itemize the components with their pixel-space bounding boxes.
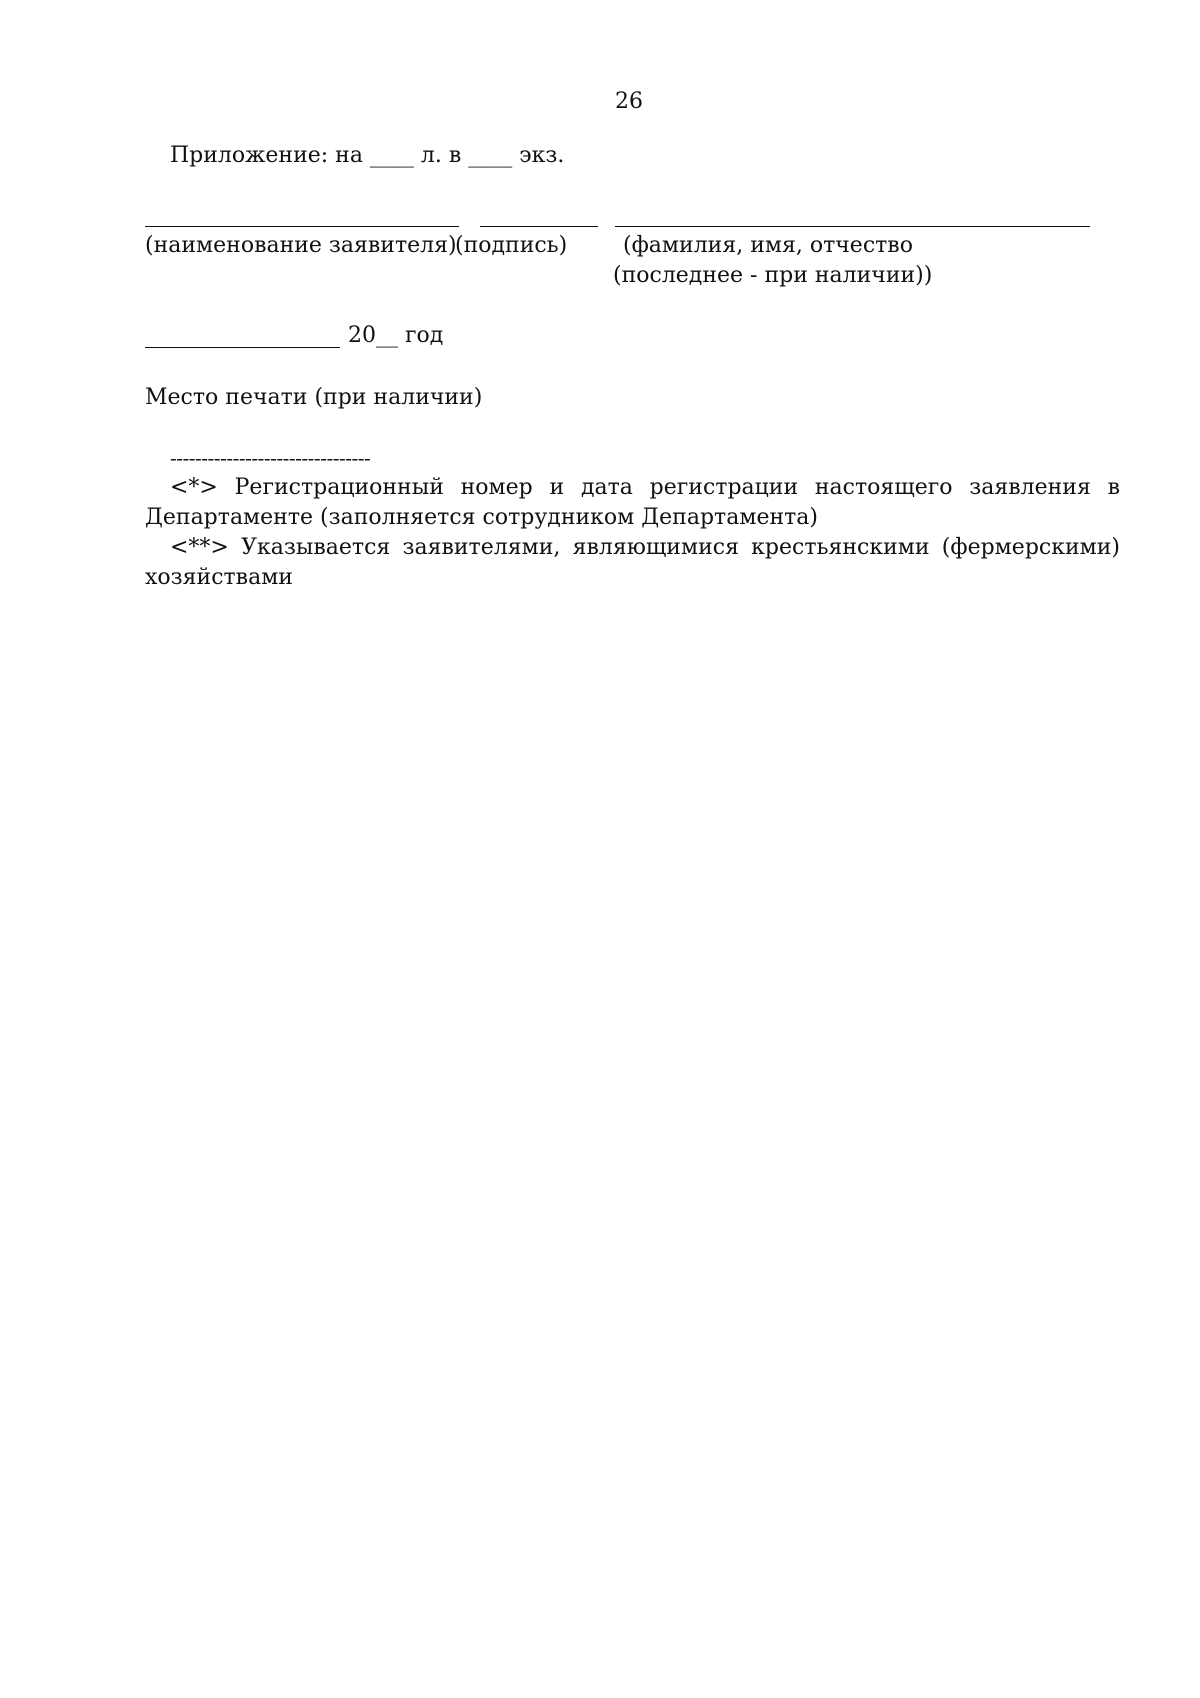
applicant-name-caption: (наименование заявителя) [145, 233, 457, 258]
signature-blank-line [480, 226, 598, 227]
page-number: 26 [615, 89, 643, 114]
fio-caption-line2: (последнее - при наличии)) [613, 263, 933, 288]
attachment-line: Приложение: на ____ л. в ____ экз. [170, 143, 565, 168]
footnote-2-line2: хозяйствами [145, 565, 293, 590]
footnote-1-line1: <*> Регистрационный номер и дата регистрации настоящего заявления в [170, 475, 1120, 500]
footnote-1 [145, 473, 1120, 533]
footnote-2 [145, 533, 1120, 593]
signature-caption: (подпись) [455, 233, 568, 258]
footnote-separator: -------------------------------- [170, 446, 371, 470]
fio-caption-line1: (фамилия, имя, отчество [623, 233, 913, 258]
date-blank-line [145, 347, 340, 348]
date-year-text: 20__ год [348, 323, 444, 348]
footnote-2-line1: <**> Указывается заявителями, являющимися крестьянскими (фермерскими) [170, 535, 1120, 560]
applicant-name-blank-line [145, 226, 459, 227]
footnote-1-line2: Департаменте (заполняется сотрудником Департамента) [145, 505, 818, 530]
stamp-place-text: Место печати (при наличии) [145, 385, 483, 410]
fio-blank-line [615, 226, 1090, 227]
